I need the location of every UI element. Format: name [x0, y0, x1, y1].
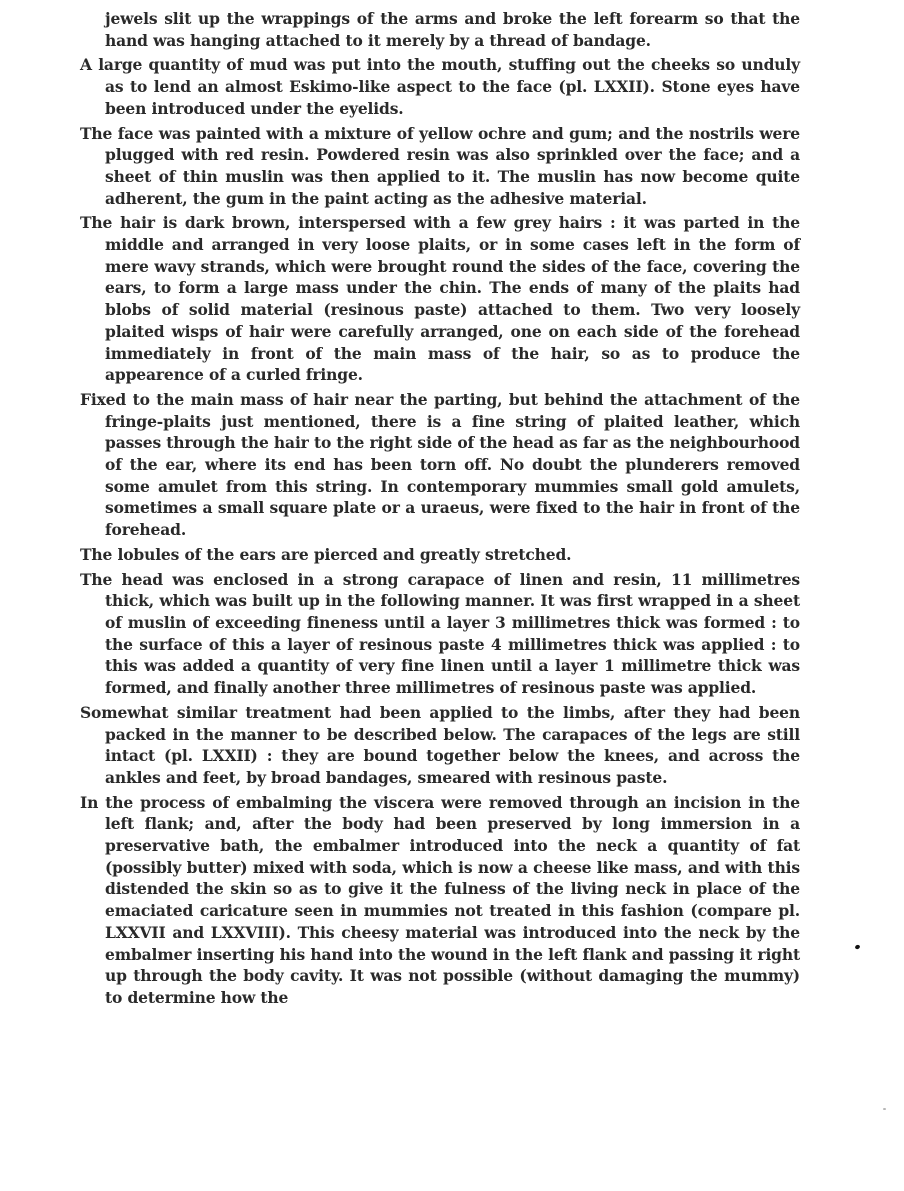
paragraph-continued-jewels: jewels slit up the wrappings of the arms and broke the left forearm so that the hand was hanging attached to it merely by a thread of bandage. — [105, 9, 800, 50]
paragraph-limbs-treatment: Somewhat similar treatment had been applied to the limbs, after they had been packed in the manner to be described below. The carapaces of the legs are still intact (pl. LXXII) : they are bound together below the knees, and across the ankles and feet, by broad bandages, smeared with resinous paste. — [80, 702, 800, 787]
paragraph-head-carapace: The head was enclosed in a strong carapace of linen and resin, 11 millimetres thick, which was built up in the following manner. It was first wrapped in a sheet of muslin of exceeding fineness until a layer 3 millimetres thick was formed : to the surface of this a layer of resinous paste 4 millimetres thick was applied : to this was added a quantity of very fine linen until a layer 1 millimetre thick was formed, and finally another three millimetres of resinous paste was applied. — [80, 569, 800, 698]
paragraph-mud-mouth: A large quantity of mud was put into the mouth, stuffing out the cheeks so unduly as to lend an almost Eskimo-like aspect to the face (pl. LXXII). Stone eyes have been introduced under the eyelids. — [80, 55, 800, 118]
paragraph-leather-string: Fixed to the main mass of hair near the parting, but behind the attachment of the fringe-plaits just mentioned, there is a fine string of plaited leather, which passes through the hair to the right side of the head as far as the neighbourhood of the ear, where its end has been torn off. No doubt the plunderers removed some amulet from this string. In contemporary mummies small gold amulets, sometimes a small square plate or a uraeus, were fixed to the hair in front of the forehead. — [80, 389, 800, 540]
paragraph-hair: The hair is dark brown, interspersed with a few grey hairs : it was parted in the middle and arranged in very loose plaits, or in some cases left in the form of mere wavy strands, which were brought round the sides of the face, covering the ears, to form a large mass under the chin. The ends of many of the plaits had blobs of solid material (resinous paste) attached to them. Two very loosely plaited wisps of hair were carefully arranged, one on each side of the forehead immediately in front of the main mass of the hair, so as to produce the appearence of a curled fringe. — [80, 213, 800, 385]
paragraph-ear-lobules: The lobules of the ears are pierced and greatly stretched. — [80, 544, 572, 564]
document-page — [80, 8, 800, 1012]
paragraph-face-painting: The face was painted with a mixture of yellow ochre and gum; and the nostrils were plugged with red resin. Powdered resin was also sprinkled over the face; and a sheet of thin muslin was then applied to it. The muslin has now become quite adherent, the gum in the paint acting as the adhesive material. — [80, 123, 800, 208]
paragraph-embalming-process: In the process of embalming the viscera were removed through an incision in the left flank; and, after the body had been preserved by long immersion in a preservative bath, the embalmer introduced into the neck a quantity of fat (possibly butter) mixed with soda, which is now a cheese like mass, and with this distended the skin so as to give it the fulness of the living neck in place of the emaciated caricature seen in mummies not treated in this fashion (compare pl. LXXVII and LXXVIII). This cheesy material was introduced into the neck by the embalmer inserting his hand into the wound in the left flank and passing it right up through the body cavity. It was not possible (without damaging the mummy) to determine how the — [80, 792, 800, 1007]
ink-speck-mark — [854, 944, 860, 950]
faint-speck-mark — [883, 1108, 886, 1110]
